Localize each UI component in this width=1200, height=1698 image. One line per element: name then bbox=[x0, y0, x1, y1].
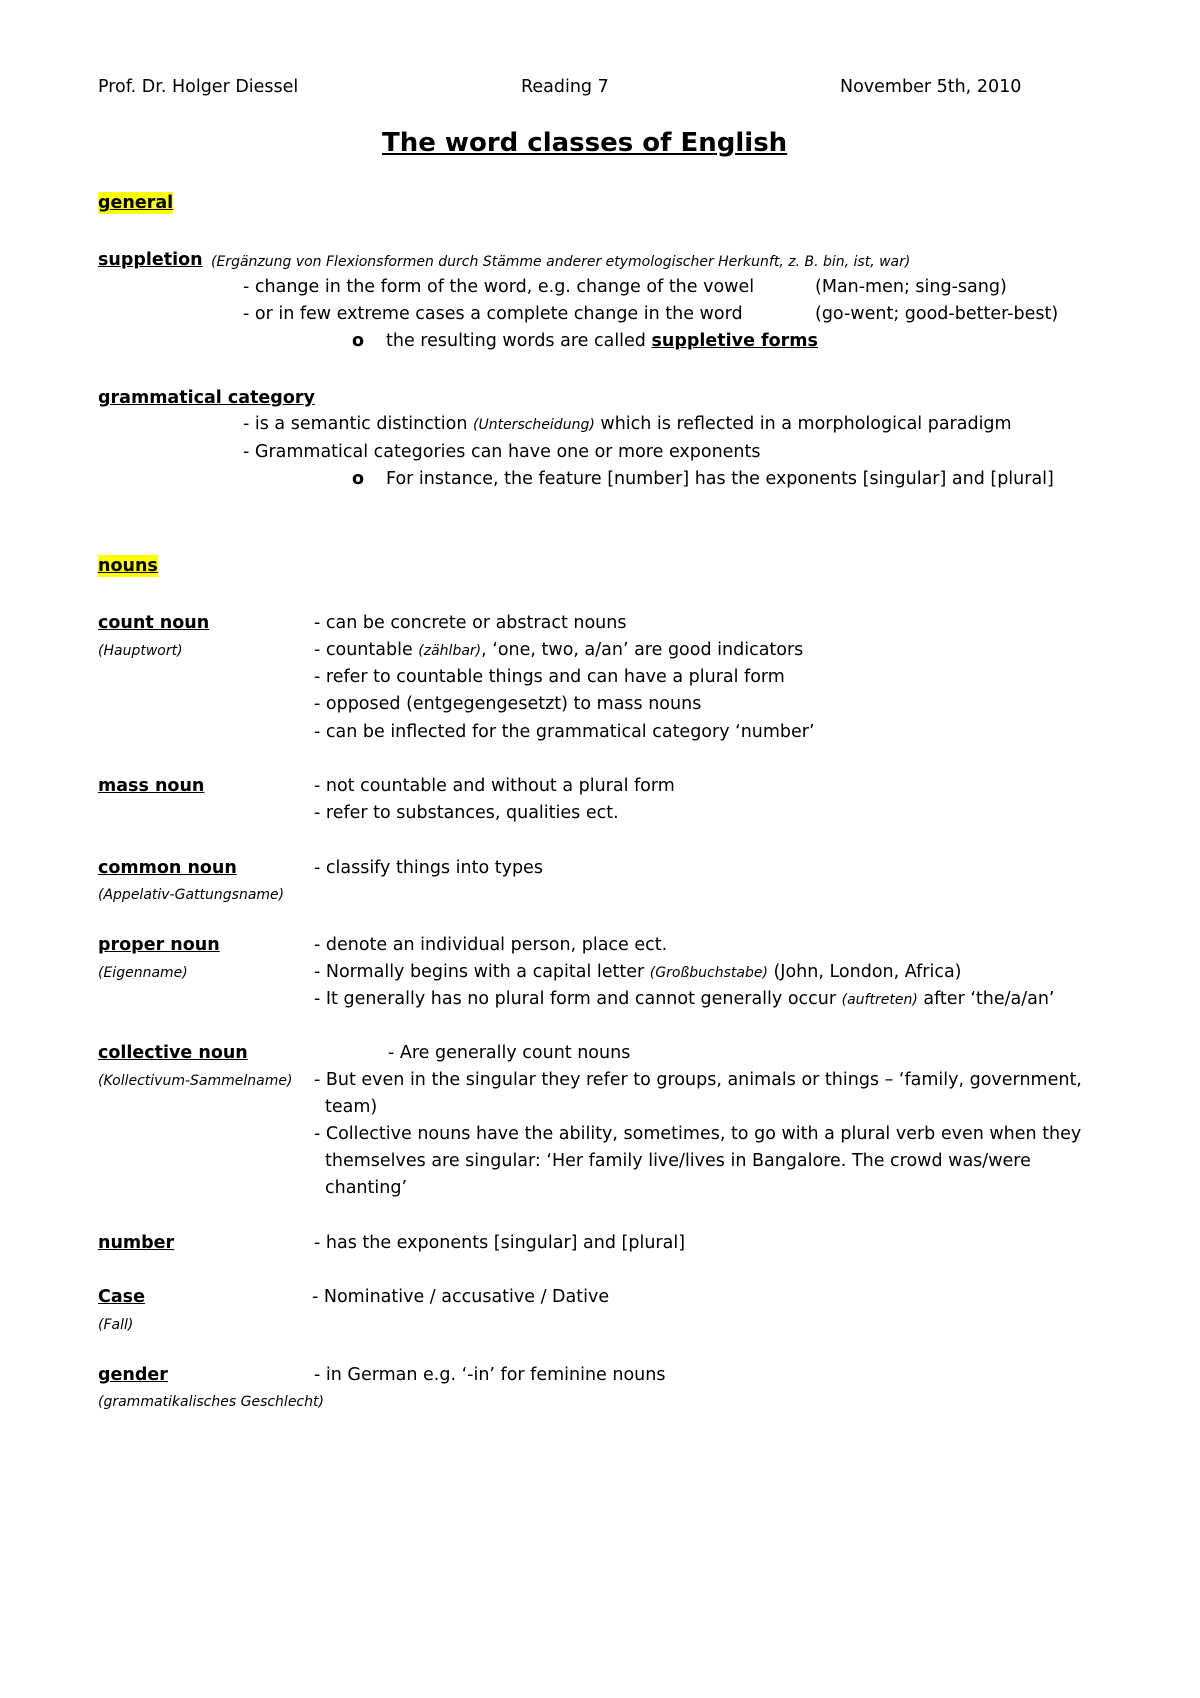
term-mass-noun: mass noun bbox=[98, 776, 205, 796]
term-proper-noun: proper noun bbox=[98, 935, 220, 955]
suppletion-line-2-example: (go-went; good-better-best) bbox=[815, 304, 1059, 324]
section-heading-general: general bbox=[98, 193, 174, 213]
bullet-o-icon: o bbox=[352, 331, 365, 351]
collective-noun-line-3: - Collective nouns have the ability, sometimes, to go with a plural verb even when they bbox=[314, 1124, 1082, 1144]
header-date: November 5th, 2010 bbox=[840, 77, 1022, 97]
suppletion-line-1: - change in the form of the word, e.g. change of the vowel bbox=[243, 277, 755, 297]
count-noun-line-3: - refer to countable things and can have a plural form bbox=[314, 667, 785, 687]
term-gender: gender bbox=[98, 1365, 168, 1385]
gc-line-1-a: - is a semantic distinction bbox=[243, 414, 468, 434]
number-line-1: - has the exponents [singular] and [plural] bbox=[314, 1233, 686, 1253]
proper-noun-line-2-a: - Normally begins with a capital letter bbox=[314, 962, 645, 982]
count-noun-line-4: - opposed (entgegengesetzt) to mass nouns bbox=[314, 694, 702, 714]
gender-line-1: - in German e.g. ‘-in’ for feminine nouns bbox=[314, 1365, 666, 1385]
mass-noun-line-2: - refer to substances, qualities ect. bbox=[314, 803, 619, 823]
collective-noun-line-2: - But even in the singular they refer to groups, animals or things – ‘family, government, bbox=[314, 1070, 1082, 1090]
suppletion-line-1-example: (Man-men; sing-sang) bbox=[815, 277, 1007, 297]
collective-noun-line-2-cont: team) bbox=[325, 1097, 378, 1117]
gloss-collective-noun: (Kollectivum-Sammelname) bbox=[98, 1073, 293, 1089]
grammatical-category-sub-line: For instance, the feature [number] has the exponents [singular] and [plural] bbox=[386, 469, 1054, 489]
collective-noun-line-3-cont2: chanting’ bbox=[325, 1178, 408, 1198]
proper-noun-line-3-b: after ‘the/a/an’ bbox=[923, 989, 1055, 1009]
grammatical-category-line-2: - Grammatical categories can have one or more exponents bbox=[243, 442, 761, 462]
count-noun-line-2-gloss: (zählbar) bbox=[418, 643, 482, 659]
gc-line-1-b: which is reflected in a morphological paradigm bbox=[600, 414, 1012, 434]
proper-noun-line-2-b: (John, London, Africa) bbox=[773, 962, 962, 982]
proper-noun-line-3 bbox=[314, 988, 1055, 1011]
proper-noun-line-1: - denote an individual person, place ect. bbox=[314, 935, 668, 955]
term-suppletion: suppletion bbox=[98, 250, 203, 270]
term-collective-noun: collective noun bbox=[98, 1043, 248, 1063]
term-number: number bbox=[98, 1233, 175, 1253]
count-noun-line-1: - can be concrete or abstract nouns bbox=[314, 613, 627, 633]
gc-line-1-gloss: (Unterscheidung) bbox=[473, 417, 595, 433]
count-noun-line-2-a: - countable bbox=[314, 640, 413, 660]
gloss-proper-noun: (Eigenname) bbox=[98, 965, 188, 981]
section-heading-nouns: nouns bbox=[98, 556, 158, 576]
document-title: The word classes of English bbox=[382, 128, 788, 158]
count-noun-line-5: - can be inflected for the grammatical category ‘number’ bbox=[314, 722, 815, 742]
suppletion-line-2: - or in few extreme cases a complete change in the word bbox=[243, 304, 743, 324]
gloss-case: (Fall) bbox=[98, 1317, 134, 1333]
count-noun-line-2 bbox=[314, 639, 803, 662]
term-common-noun: common noun bbox=[98, 858, 237, 878]
suppletion-sub-term: suppletive forms bbox=[651, 331, 818, 351]
collective-noun-line-1: - Are generally count nouns bbox=[388, 1043, 631, 1063]
mass-noun-line-1: - not countable and without a plural form bbox=[314, 776, 675, 796]
proper-noun-line-3-gloss: (auftreten) bbox=[841, 992, 918, 1008]
common-noun-line-1: - classify things into types bbox=[314, 858, 543, 878]
gloss-suppletion: (Ergänzung von Flexionsformen durch Stämme anderer etymologischer Herkunft, z. B. bin, ist, war) bbox=[211, 254, 911, 270]
gloss-count-noun: (Hauptwort) bbox=[98, 643, 183, 659]
proper-noun-line-2 bbox=[314, 961, 962, 984]
grammatical-category-line-1 bbox=[243, 413, 1012, 436]
count-noun-line-2-b: , ‘one, two, a/an’ are good indicators bbox=[481, 640, 804, 660]
header-reading: Reading 7 bbox=[521, 77, 609, 97]
gloss-gender: (grammatikalisches Geschlecht) bbox=[98, 1394, 324, 1410]
collective-noun-line-3-cont: themselves are singular: ‘Her family live/lives in Bangalore. The crowd was/were bbox=[325, 1151, 1031, 1171]
term-grammatical-category: grammatical category bbox=[98, 388, 315, 408]
gloss-common-noun: (Appelativ-Gattungsname) bbox=[98, 887, 285, 903]
proper-noun-line-3-a: - It generally has no plural form and cannot generally occur bbox=[314, 989, 837, 1009]
suppletion-sub-line bbox=[386, 330, 818, 352]
bullet-o-icon: o bbox=[352, 469, 365, 489]
header-author: Prof. Dr. Holger Diessel bbox=[98, 77, 299, 97]
proper-noun-line-2-gloss: (Großbuchstabe) bbox=[649, 965, 768, 981]
case-line-1: - Nominative / accusative / Dative bbox=[312, 1287, 610, 1307]
term-count-noun: count noun bbox=[98, 613, 210, 633]
suppletion-sub-text: the resulting words are called bbox=[386, 331, 646, 351]
term-case: Case bbox=[98, 1287, 145, 1307]
